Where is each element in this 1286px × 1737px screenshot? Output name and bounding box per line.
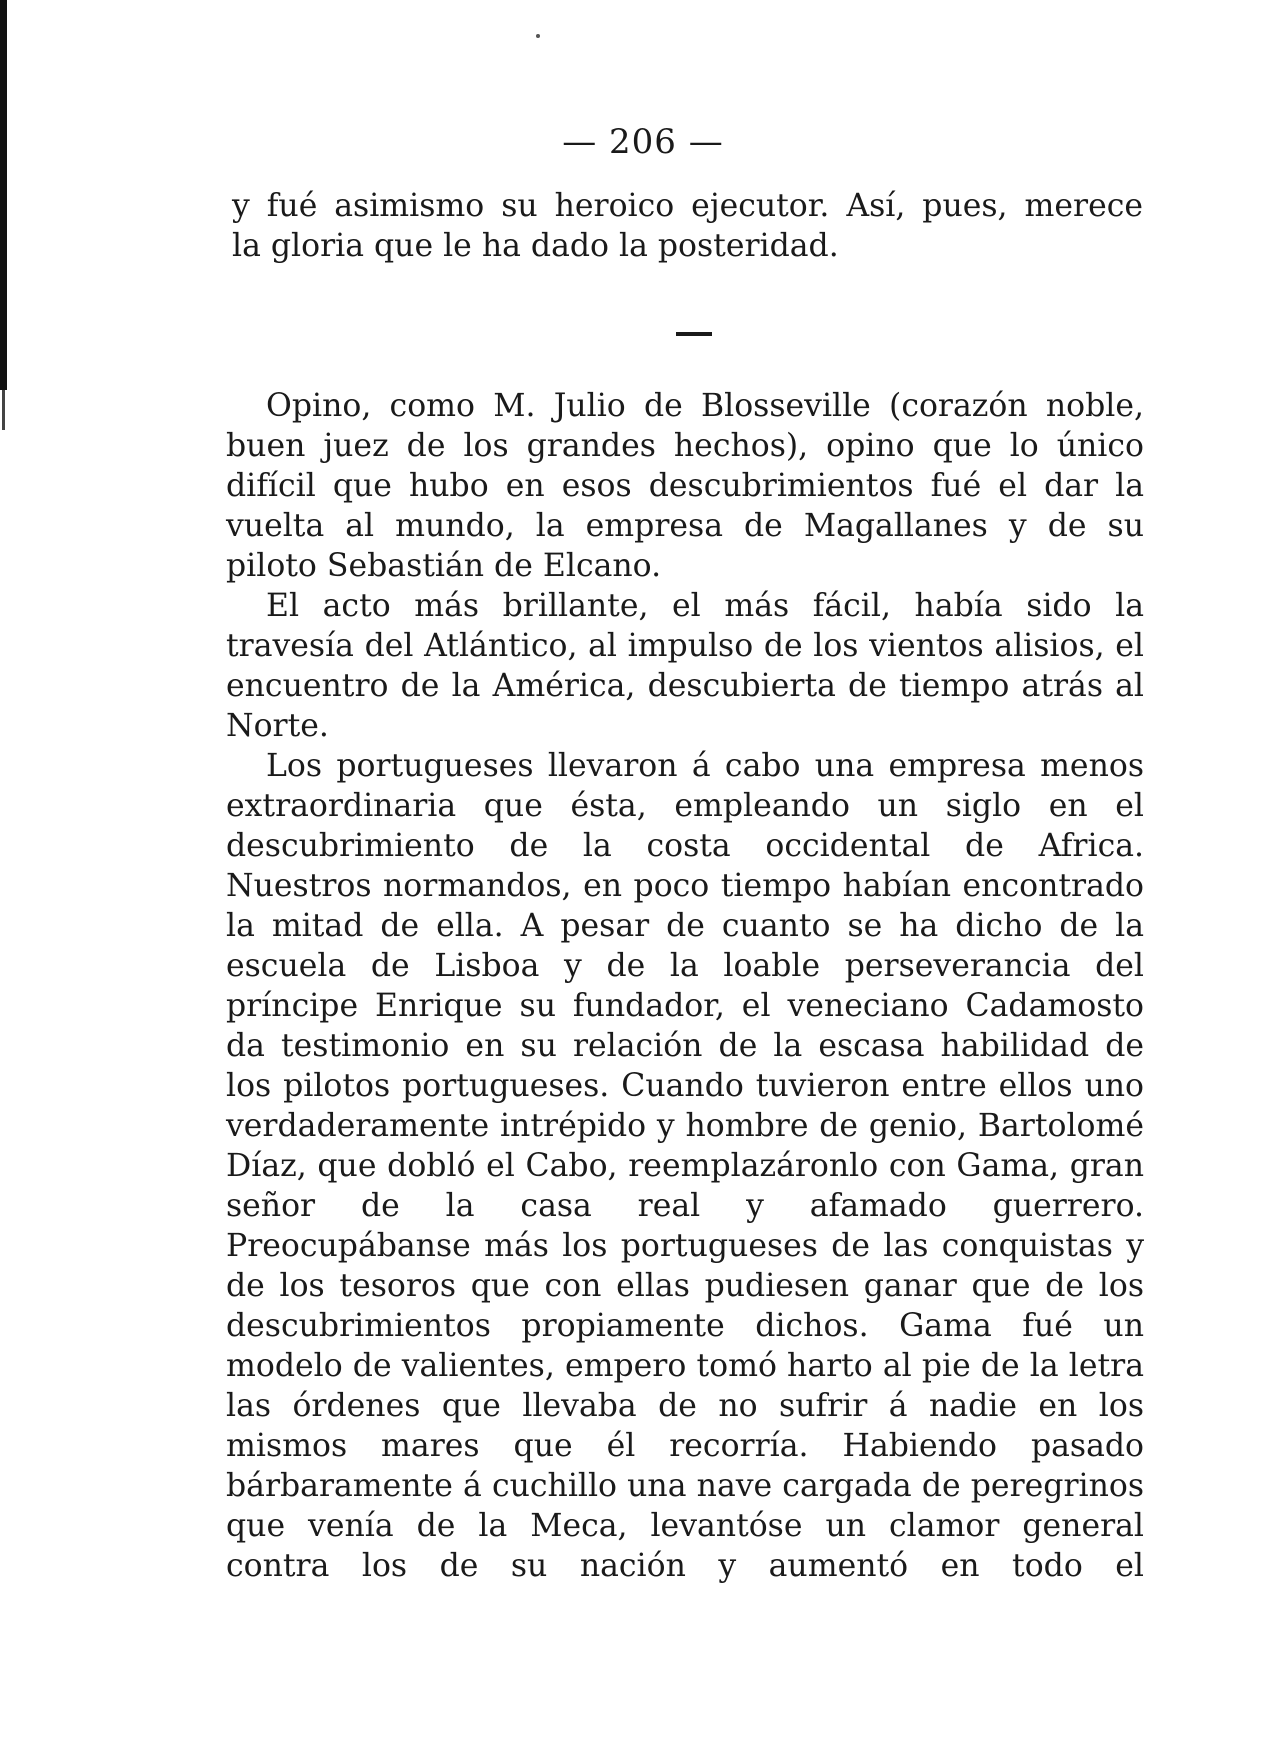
continuation-line-2: la gloria que le ha dado la posteridad. [232, 228, 839, 264]
continuation-line-1: y fué asimismo su heroico ejecutor. Así, pues, merece [232, 188, 1143, 224]
scan-speck [536, 34, 540, 38]
paragraph-1: Opino, como M. Julio de Blosseville (corazón noble, buen juez de los grandes hechos), opino que lo único difícil que hubo en esos descubrimientos fué el dar la vuelta al mundo, la empresa de Magallanes y de su piloto Sebastián de Elcano. [226, 388, 1144, 584]
binding-edge [0, 0, 7, 390]
continuation-text [232, 186, 1143, 266]
paragraph-2: El acto más brillante, el más fácil, había sido la travesía del Atlántico, al impulso de los vientos alisios, el encuentro de la América, descubierta de tiempo atrás al Norte. [226, 588, 1144, 744]
section-divider [676, 332, 712, 336]
paragraph-3: Los portugueses llevaron á cabo una empresa menos extraordinaria que ésta, empleando un siglo en el descubrimiento de la costa occidental de Africa. Nuestros normandos, en poco tiempo habían encontrado la mitad de ella. A pesar de cuanto se ha dicho de la escuela de Lisboa y de la loable perseverancia del príncipe Enrique su fundador, el veneciano Cadamosto da testimonio en su relación de la escasa habilidad de los pilotos portugueses. Cuando tuvieron entre ellos uno verdaderamente intrépido y hombre de genio, Bartolomé Díaz, que dobló el Cabo, reemplazáronlo con Gama, gran señor de la casa real y afamado guerrero. Preocupábanse más los portugueses de las conquistas y de los tesoros que con ellas pudiesen ganar que de los descubrimientos propiamente dichos. Gama fué un modelo de valientes, empero tomó harto al pie de la letra las órdenes que llevaba de no sufrir á nadie en los mismos mares que él recorría. Habiendo pasado bárbaramente á cuchillo una nave cargada de peregrinos que venía de la Meca, levantóse un clamor general contra los de su nación y aumentó en todo el [226, 748, 1144, 1584]
main-text [226, 386, 1144, 1586]
binding-edge-tail [2, 390, 5, 430]
page-number: — 206 — [562, 122, 724, 162]
